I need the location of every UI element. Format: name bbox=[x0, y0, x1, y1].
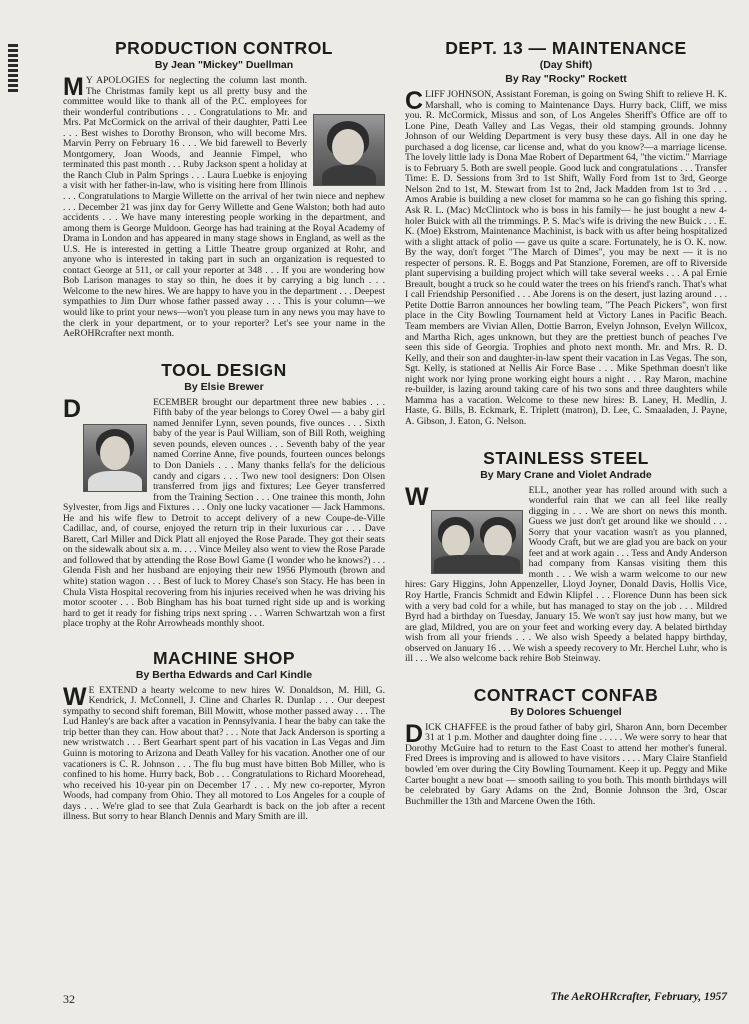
left-column bbox=[63, 38, 385, 823]
drop-cap: W bbox=[405, 482, 429, 511]
publication-footer: The AeROHRcrafter, February, 1957 bbox=[550, 991, 727, 1003]
section-maintenance bbox=[405, 38, 727, 428]
section-title: MACHINE SHOP bbox=[152, 647, 296, 668]
reporter-photo bbox=[313, 114, 385, 186]
article-text: ECEMBER brought our department three new babies . . . Fifth baby of the year belongs to Corey Owel — a baby girl named Jennifer Lynn, seven pounds, five ounces . . . Sixth baby of the year is Paul William, son of Bill Roth, weighing seven pounds, eleven ounces . . . Seventh baby of the year named Corrine Anne, five pounds, fourteen ounces belongs to Don Daniels . . . Many thanks fella's for the delicious candy and cigars . . . Two new tool designers: Don Olsen transferred from jigs and fixtures; Lee Geyer transferred from the Training Section . . . One trainee this month, John Sylvester, from Jigs and Fixtures . . . Only one lucky vacationer — Jack Hammons. He and his wife flew to Detroit to accept delivery of a new Coupe-de-Ville Cadillac, and, of course, enjoyed the return trip in their luxurious car . . . Dave Barett, Carl Miller and Dick Platt all enjoyed the Rose Parade. They got their seats on the sidewalk about six a. m. . . . Vince Meiley also went to view the Rose Parade and followed that by attending the Rose Bowl Game (I wonder who he knows?) . . . Glenda Fish and her husband are enjoying their new 1956 Plymouth (brown and white) station wagon . . . Best of luck to Morey Chase's son Stacy. He has been in Chula Vista Hospital recovering from his injuries received when he was driving his motor scooter . . . Bob Bingham has his boat turned right side up and is working hard to get it ready for fishing trips next spring . . . Warren Schwartzah won a first place trophy at the Rohr Arrowheads monthly shoot. bbox=[63, 396, 385, 630]
drop-cap: C bbox=[405, 87, 424, 115]
section-body bbox=[63, 394, 385, 630]
section-stainless-steel bbox=[405, 448, 727, 665]
drop-cap: M bbox=[63, 73, 84, 101]
section-title: CONTRACT CONFAB bbox=[473, 684, 659, 705]
article-text: Y APOLOGIES for neglecting the column last month. The Christmas family kept us all pretty busy and the committee would like to thank all of the P.C. employees for their wonderful contributions . . . Congratulations to Mr. and Mrs. Pat McCormick on the arrival of their daughter, Patti Lee . . . Best wishes to Dorothy Bronson, who will become Mrs. Marvin Perry on February 16 . . . We bid farewell to Beverly Montgomery, Joan Woods, and Jeannie Fimpel, who terminated this past month . . . Ruby Jackson spent a holiday at the Ranch Club in Palm Springs . . . Laura Luebke is enjoying a visit with her father-in-law, who is visiting here from Illinois . . . Congratulations to Margie Willette on the arrival of her twin niece and nephew . . . December 21 was jinx day for Gerry Willette and Gene Walston; both had auto accidents . . . We have many interesting people working in the department, and among them is George Muldoon. George has had training at the Royal Academy of Drama in London and has appeared in many stage shows in England, as well as the U.S. He is interested in getting a Little Theatre group organized at Rohr, and anyone who is interested in taking part in such an organization is requested to contact George at 511, or call your reporter at 348 . . . If you are wondering how Bob Larison manages to stay so thin, he does it by carrying a big lunch . . . Welcome to the new hires. We are happy to have you in the department . . . Deepest sympathies to Jim Durr whose father passed away . . . This is your column—we would like to print your news—won't you please turn in any news you may have to the clerk in your department, or to your reporter? Let's see your name in the AeROHRcrafter next month. bbox=[63, 75, 385, 340]
section-title: STAINLESS STEEL bbox=[483, 447, 649, 468]
article-text: E EXTEND a hearty welcome to new hires W. Donaldson, M. Hill, G. Kendrick, J. McConnell, J. Cline and Charles R. Dunlap . . . Our deepest sympathy to second shift foreman, Bill Mowitt, whose mother passed away . . . The Lud Hanley's are back after a vacation in Pennsylvania. I hear the baby can take the trip better than they can. How about that? . . . Note that Jack Anderson is sporting a new wristwatch . . . Bert Gearhart spent part of his vacation in Las Vegas and Jim Guinn is motoring to Arizona and Death Valley for his vacation. Another one of our vacationers is C. R. Johnson . . . The flu bug must have bitten Bob Miller, who is confined to his home. Hurry back, Bob . . . Congratulations to Richard Moorehead, who received his 10-year pin on December 17 . . . My new co-reporter, Myron Woods, had company from Ohio. They all motored to Los Angeles for a couple of days . . . We're glad to see that Zula Gearhardt is back on the job after a recent illness. But sorry to hear Blanch Dennis and Mary Smith are ill. bbox=[63, 684, 385, 823]
drop-cap: W bbox=[63, 682, 87, 711]
section-byline: By Mary Crane and Violet Andrade bbox=[480, 468, 652, 481]
section-title: TOOL DESIGN bbox=[161, 359, 287, 380]
section-body bbox=[405, 719, 727, 807]
section-byline: By Elsie Brewer bbox=[184, 380, 264, 393]
section-subtitle: (Day Shift) bbox=[539, 59, 593, 71]
section-body bbox=[405, 87, 727, 428]
drop-cap: D bbox=[405, 719, 424, 748]
section-title: DEPT. 13 — MAINTENANCE bbox=[445, 38, 687, 58]
article-text: ICK CHAFFEE is the proud father of baby girl, Sharon Ann, born December 31 at 1 p.m. Mother and daughter doing fine . . . . . We were sorry to hear that Dorothy McGuire had to return to the East Coast to attend her mother's funeral. Fred Drees is improving and is allowed to have visitors . . . . Mary Claire Stanfield bowled 'em over during the City Bowling Tournament. Keep it up. Peggy and Mike Carter bought a new boat — smooth sailing to you both. This month birthdays will be celebrated by Gary Adams on the 2nd, Bonnie Johnson the 3rd, Oscar Buchmiller the 13th and Marcene Owen the 16th. bbox=[405, 721, 727, 807]
section-byline: By Bertha Edwards and Carl Kindle bbox=[135, 668, 313, 681]
page-number: 32 bbox=[63, 992, 75, 1006]
section-tool-design bbox=[63, 360, 385, 630]
section-byline: By Ray "Rocky" Rockett bbox=[505, 73, 627, 85]
right-column bbox=[405, 38, 727, 807]
article-text: ELL, another year has rolled around with such a wonderful rain that we can all feel like really digging in . . . We are short on news this month. Guess we just don't get around like we should . . . Sorry that your vacation wasn't as you planned, Woody Craft, but we are glad you are back on your feet and at work again . . . Tess and Andy Anderson had company from Kansas visiting them this month . . . We wish a warm welcome to our new hires: Gary Higgins, John Appenzeller, Lloyd Joyner, Donald Davis, Hollis Vice, Roy Hartle, Francis Schmidt and Edwin Klipfel . . . Florence Dunn has been sick with a very bad cold for a while, but has managed to stay on the job . . . Mildred Byrd had a birthday on Tuesday, January 15. We won't say just how many, but we are glad, Mildred, you are on your feet and working every day. A belated birthday wish from all your friends . . . We also wish Speedy a belated happy birthday, observed on January 16 . . . We wish a speedy recovery to Mr. Herchel Luhr, who is ill . . . We also welcome back rehire Bob Steinway. bbox=[405, 484, 727, 665]
section-byline: By Dolores Schuengel bbox=[510, 705, 622, 718]
section-title: PRODUCTION CONTROL bbox=[114, 38, 334, 58]
section-production-control bbox=[63, 38, 385, 340]
section-body bbox=[63, 73, 385, 340]
section-byline: By Jean "Mickey" Duellman bbox=[154, 59, 294, 71]
drop-cap: D bbox=[63, 394, 82, 423]
section-contract-confab bbox=[405, 685, 727, 807]
article-text: LIFF JOHNSON, Assistant Foreman, is going on Swing Shift to relieve H. K. Marshall, who is coming to Maintenance Days. Hurry back, Cliff, we miss you. R. McCormick, Missus and son, of Los Angeles Sheriff's Office are off to Lone Pine, Death Valley and Las Vegas, their old stamping grounds. Johnny Johnson of our Welding Department is very busy these days. All in one day he purchased a dog license, car license and, what do you know?—a marriage license. The lovely little lady is Dona Mae Robert of Department 64, "the victim." Marriage is to February 5. Both are swell people. Good luck and congratulations . . . Transfer Time: E. D. Sessions from 3rd to 1st Shift, Wally Ford from 1st to 3rd, George Nelson 2nd to 1st, M. Stewart from 1st to 2nd, Jack Madden from 1st to 3rd . . . Amos Arabie is building a new closet for mamma so he can go fishing this spring. Ask R. L. (Mac) McClintock who is boss in his family— he just bought a new 4-holer Buick with all the trimmings. P. S. Mac's wife is driving the new Buick . . . E. K. (Moe) Ekstrom, Maintenance Machinist, is back with us after being hospitalized with a slight attack of polio — gave us quite a scare. Fortunately, he is O. K. now. By the way, don't forget "The March of Dimes", you may be next — it is no respecter of persons. R. E. Boggs and Pat Stanzione, Foremen, are off to Riverside plant supervising a building project which will take several weeks . . . A pal Ernie Breault, bought a truck so he could water the trees on his friend's ranch. That's what I call Friendship Personified . . . Abe Jorens is on the desert, just lazing around . . . Petite Dottie Barron announces her bowling team, "The Peach Pickers", won first place in the City Bowling Tournament held at Victory Lanes in Pacific Beach. Team members are Vivian Allen, Dottie Barron, Evelyn Johnson, Evelyn Willcox, and Martha Rich, ages unknown, but they are the prettiest bunch of peaches I've seen this side of Georgia. Trophies and photo next month. Mr. and Mrs. R. D. Kelly, and their son and daughter-in-law spent their vacation in Las Vegas. The son, Sgt. Kelly, is stationed at Nellis Air Force Base . . . Mike Spethman doesn't like night work nor lying prone working eight hours a night . . . Ray Maron, machine re-builder, is lazing around taking care of his two sons and three daughters while Mamma has a vacation. Welcome to these new hires: B. Laney, H. Medlin, J. Haste, G. Bills, B. Eckmark, E. Triplett (matron), D. Lee, C. Smaaladen, J. Payne, A. Gibson, J. Eaton, G. Nelson. bbox=[405, 89, 727, 427]
binding-holes bbox=[8, 44, 18, 92]
reporters-photo bbox=[431, 510, 523, 574]
reporter-photo bbox=[83, 424, 147, 492]
section-body bbox=[63, 682, 385, 823]
section-machine-shop bbox=[63, 648, 385, 823]
section-body bbox=[405, 482, 727, 665]
